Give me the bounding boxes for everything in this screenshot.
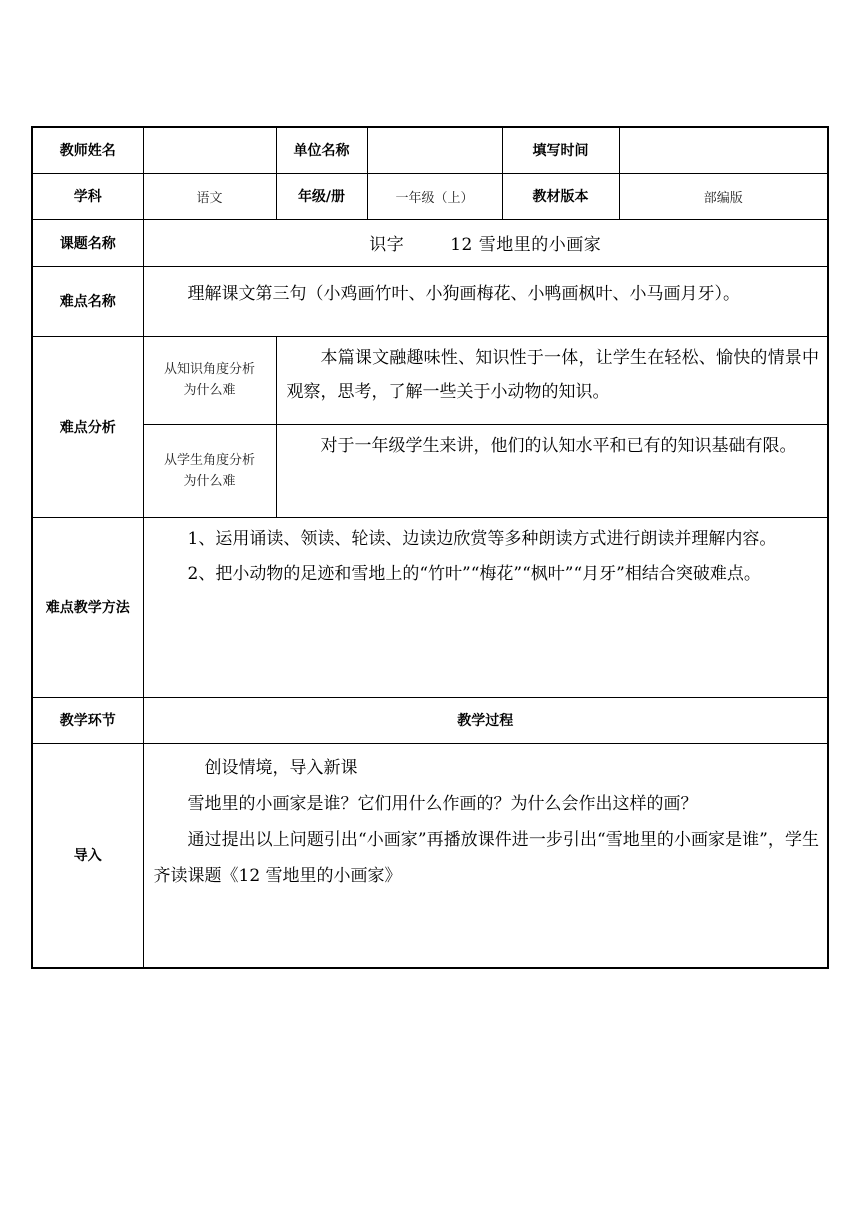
- fill-date-label: 填写时间: [502, 127, 619, 173]
- fill-date-value[interactable]: [619, 127, 828, 173]
- lesson-title-text: 12 雪地里的小画家: [450, 235, 602, 255]
- knowledge-angle-label-line2: 为什么难: [183, 383, 236, 398]
- student-angle-label-line1: 从学生角度分析: [163, 452, 255, 468]
- teaching-method-item-1: 1、运用诵读、领读、轮读、边读边欣赏等多种朗读方式进行朗读并理解内容。: [187, 528, 777, 549]
- process-header-row: [32, 697, 828, 743]
- unit-name-label: 单位名称: [276, 127, 367, 173]
- intro-line-1: 创设情境，导入新课: [204, 757, 358, 778]
- grade-label: 年级/册: [276, 173, 367, 219]
- teacher-name-value[interactable]: [143, 127, 276, 173]
- lesson-title-cell: [143, 219, 828, 266]
- edition-label: 教材版本: [502, 173, 619, 219]
- edition-value: 部编版: [619, 173, 828, 219]
- lesson-title-prefix: 识字: [369, 235, 405, 255]
- teaching-process-header: 教学过程: [143, 697, 828, 743]
- lesson-plan-table: [31, 126, 829, 969]
- subject-label: 学科: [32, 173, 143, 219]
- teaching-stage-header: 教学环节: [32, 697, 143, 743]
- knowledge-angle-label-line1: 从知识角度分析: [163, 362, 255, 377]
- method-row: [32, 517, 828, 697]
- intro-line-2: 雪地里的小画家是谁？它们用什么作画的？为什么会作出这样的画？: [187, 793, 698, 814]
- teacher-name-label: 教师姓名: [32, 127, 143, 173]
- knowledge-angle-text: 本篇课文融趣味性、知识性于一体，让学生在轻松、愉快的情景中观察，思考，了解一些关于小动物的知识。: [286, 347, 819, 402]
- analysis-student-row: [32, 424, 828, 517]
- header-row: [32, 127, 828, 173]
- intro-line-3: 通过提出以上问题引出“小画家”再播放课件进一步引出“雪地里的小画家是谁”，学生齐读课题《12 雪地里的小画家》: [153, 829, 819, 886]
- grade-value: 一年级（上）: [367, 173, 502, 219]
- teaching-method-cell: [143, 517, 828, 697]
- lesson-plan-sheet: [31, 126, 829, 969]
- teaching-method-item-2: 2、把小动物的足迹和雪地上的“竹叶”“梅花”“枫叶”“月牙”相结合突破难点。: [187, 563, 761, 584]
- unit-name-value[interactable]: [367, 127, 502, 173]
- difficulty-analysis-label: 难点分析: [32, 336, 143, 517]
- subject-row: [32, 173, 828, 219]
- analysis-knowledge-row: [32, 336, 828, 424]
- student-angle-cell: [276, 424, 828, 517]
- lesson-row: [32, 219, 828, 266]
- intro-process-cell: [143, 743, 828, 968]
- teaching-method-label: 难点教学方法: [32, 517, 143, 697]
- knowledge-angle-cell: [276, 336, 828, 424]
- student-angle-text: 对于一年级学生来讲，他们的认知水平和已有的知识基础有限。: [320, 435, 797, 456]
- intro-stage-label: 导入: [32, 743, 143, 968]
- student-angle-label: [143, 424, 276, 517]
- intro-row: [32, 743, 828, 968]
- difficulty-name-label: 难点名称: [32, 266, 143, 336]
- subject-value: 语文: [143, 173, 276, 219]
- student-angle-label-line2: 为什么难: [183, 473, 236, 489]
- lesson-title-label: 课题名称: [32, 219, 143, 266]
- difficulty-row: [32, 266, 828, 336]
- difficulty-name-cell: [143, 266, 828, 336]
- difficulty-name-text: 理解课文第三句（小鸡画竹叶、小狗画梅花、小鸭画枫叶、小马画月牙）。: [187, 283, 740, 304]
- knowledge-angle-label: [143, 336, 276, 424]
